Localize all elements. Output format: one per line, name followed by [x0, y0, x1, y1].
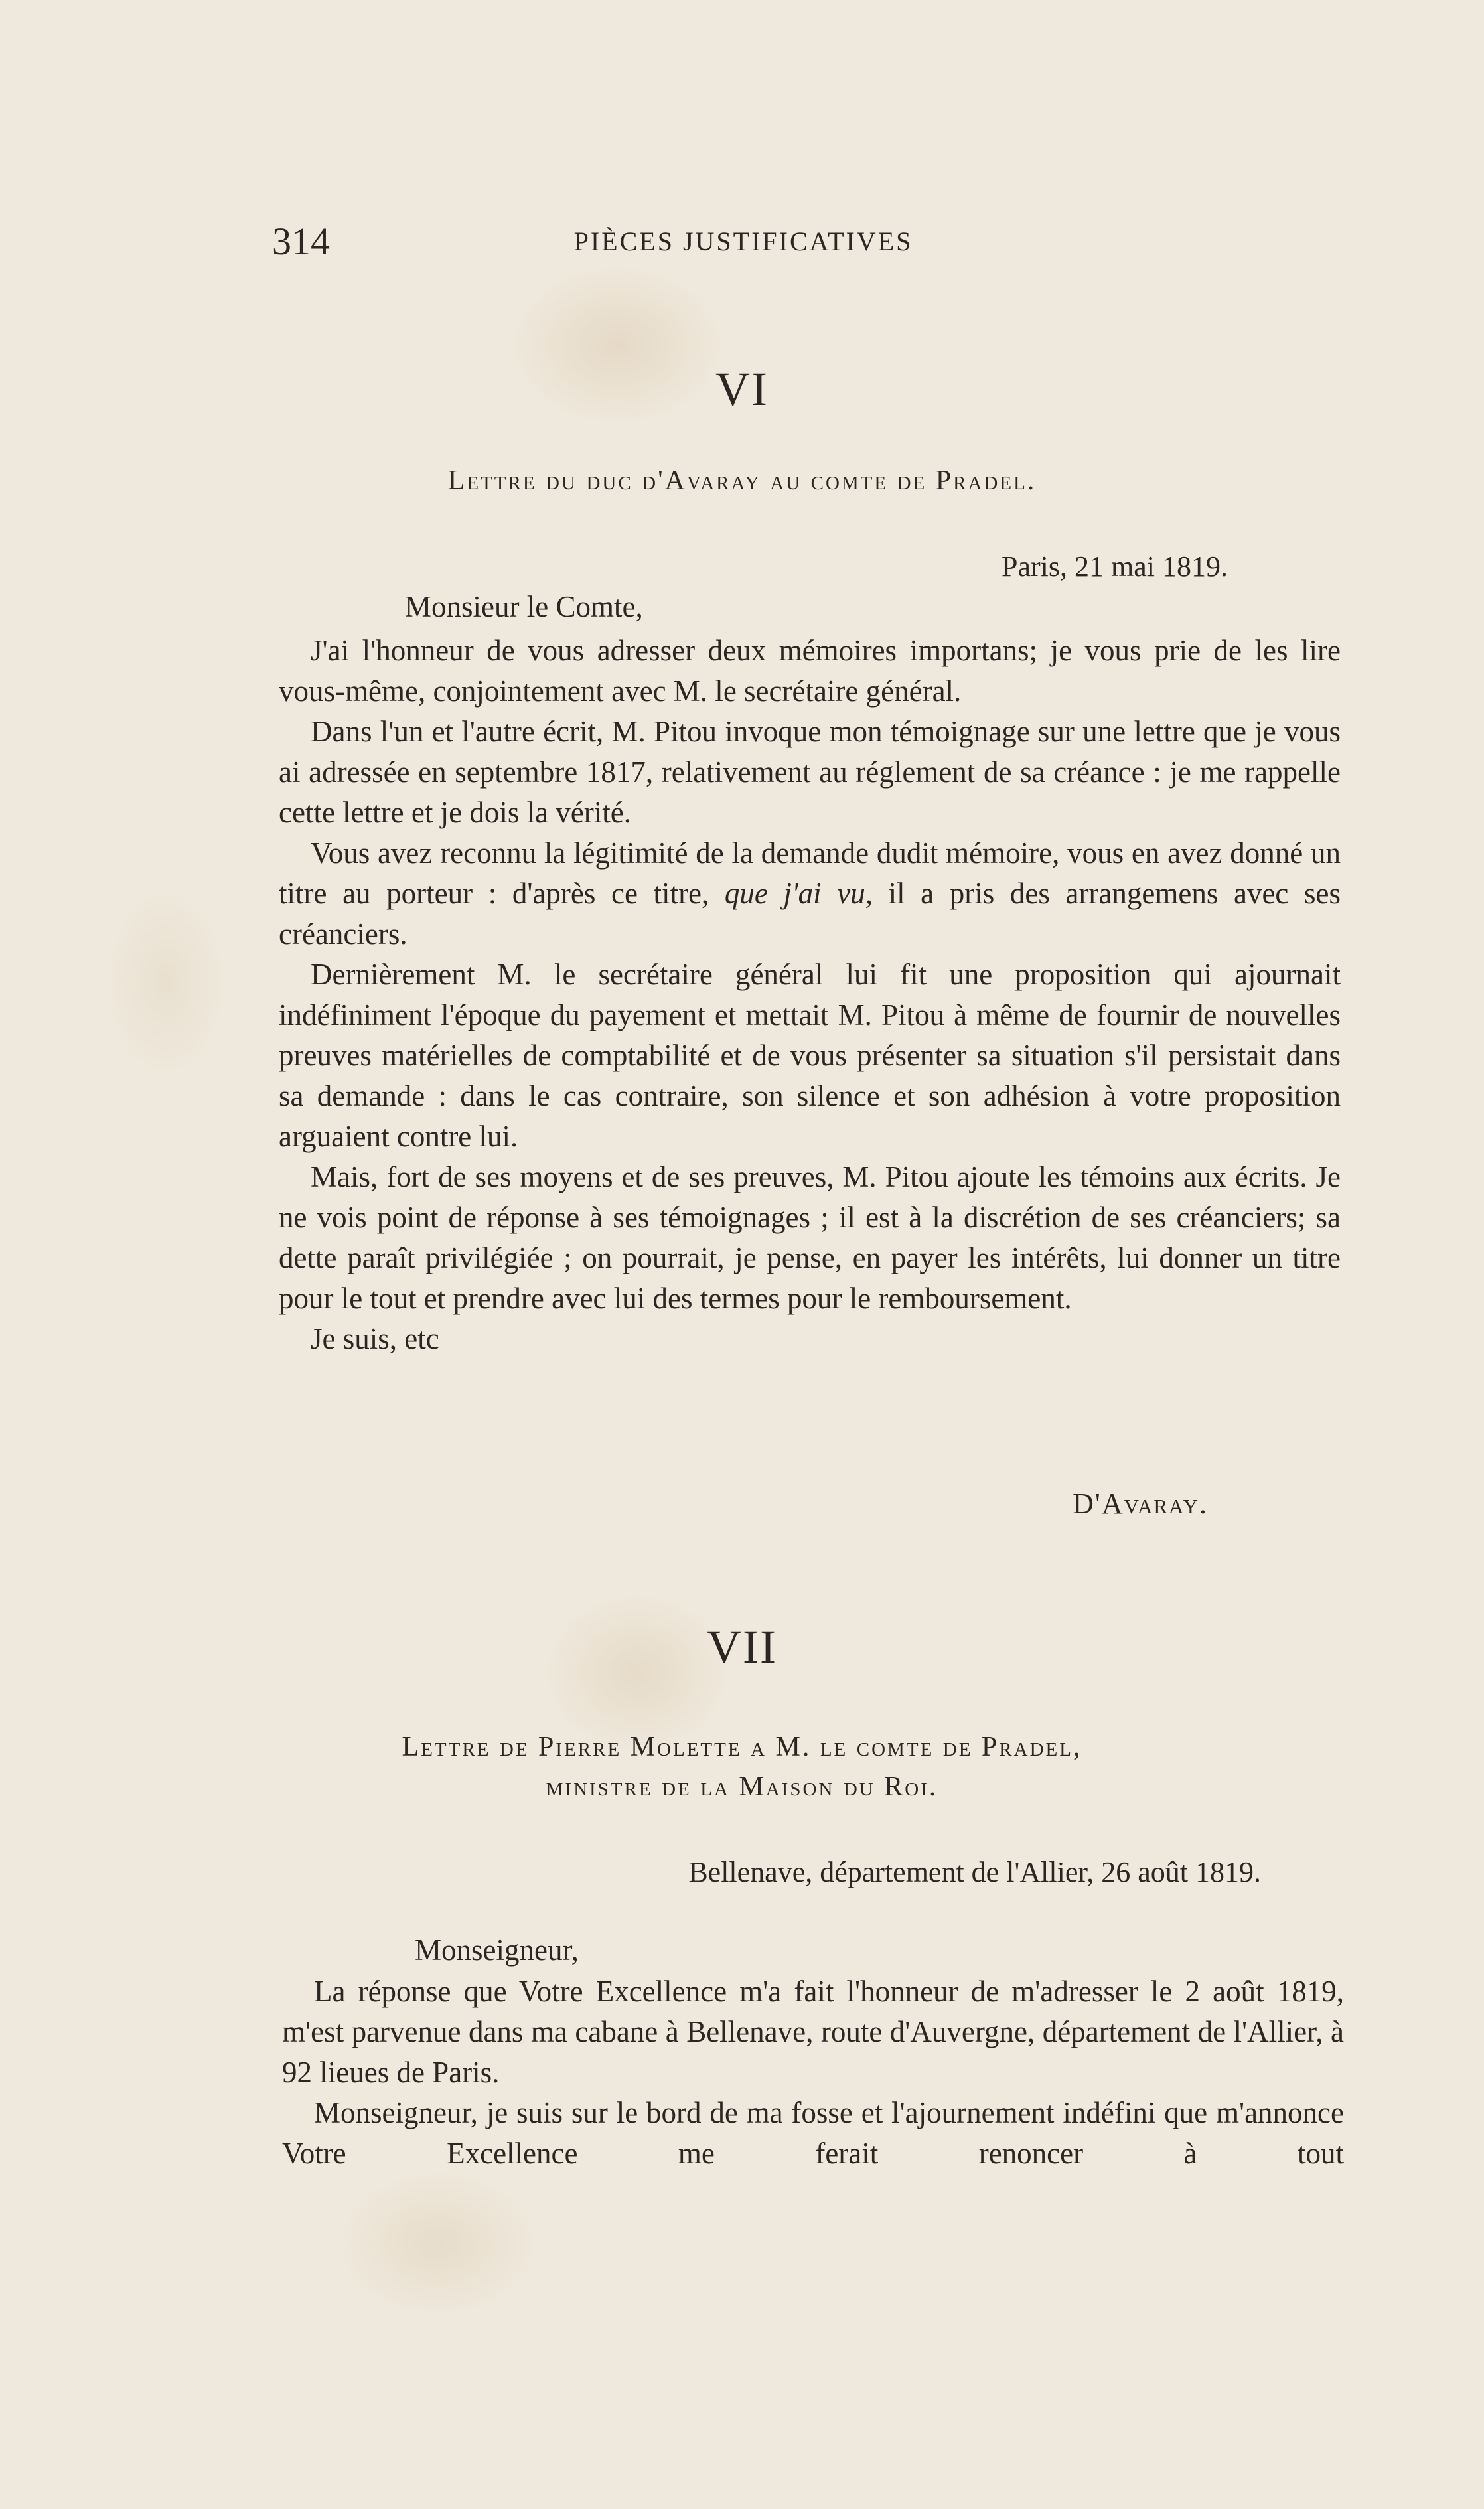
- paragraph-text: Vous avez reconnu la légitimité de la demande dudit mémoire, vous en avez donné un titre au porteur : d'après ce titre,: [279, 836, 1341, 910]
- running-head: PIÈCES JUSTIFICATIVES: [573, 226, 913, 256]
- paragraph: Monseigneur, je suis sur le bord de ma fosse et l'ajournement indéfini que m'annonce Votre Excellence me ferait renoncer à tout: [282, 2096, 1344, 2170]
- paragraph: [279, 833, 1341, 954]
- salutation-vii: Monseigneur,: [415, 1934, 579, 1967]
- paragraph: La réponse que Votre Excellence m'a fait l'honneur de m'adresser le 2 août 1819, m'est parvenue dans ma cabane à Bellenave, route d'Auvergne, département de l'Allier, à 92 lieues de Paris.: [282, 1975, 1344, 2089]
- letter-body-vii: [282, 1971, 1344, 2174]
- salutation-vi: Monsieur le Comte,: [405, 590, 643, 623]
- section-title-vi: Lettre du duc d'Avaray au comte de Pradel.: [447, 465, 1037, 496]
- dateline-vii: Bellenave, département de l'Allier, 26 août 1819.: [688, 1856, 1261, 1888]
- paragraph: Je suis, etc: [311, 1322, 439, 1355]
- paragraph: Dans l'un et l'autre écrit, M. Pitou invoque mon témoignage sur une lettre que je vous ai adressée en septembre 1817, relativement au réglement de sa créance : je me rappelle cette lettre et je dois la vérité.: [279, 715, 1341, 829]
- section-title-vii-line1: Lettre de Pierre Molette a M. le comte de Pradel,: [402, 1732, 1082, 1762]
- section-title-vii-line2: ministre de la Maison du Roi.: [546, 1772, 938, 1802]
- section-number-vii: VII: [707, 1620, 777, 1673]
- paragraph: Mais, fort de ses moyens et de ses preuves, M. Pitou ajoute les témoins aux écrits. Je ne vois point de réponse à ses témoignages ; il est à la discrétion de ses créanciers; sa dette paraît privilégiée ; on pourrait, je pense, en payer les intérêts, lui donner un titre pour le tout et prendre avec lui des termes pour le remboursement.: [279, 1160, 1341, 1315]
- page-header: [272, 219, 1215, 272]
- dateline-vi: Paris, 21 mai 1819.: [1002, 550, 1228, 583]
- italic-quote: que j'ai vu,: [724, 877, 873, 910]
- paragraph: Dernièrement M. le secrétaire général lui fit une proposition qui ajournait indéfiniment l'époque du payement et mettait M. Pitou à même de fournir de nouvelles preuves matérielles de comptabilité et de vous présenter sa situation s'il persistait dans sa demande : dans le cas contraire, son silence et son adhésion à votre proposition arguaient contre lui.: [279, 958, 1341, 1153]
- paragraph: J'ai l'honneur de vous adresser deux mémoires importans; je vous prie de les lire vous-même, conjointement avec M. le secrétaire général.: [279, 634, 1341, 708]
- paragraph-text: il a pris des arrangemens avec ses créanciers.: [279, 877, 1341, 950]
- section-number-vi: VI: [715, 362, 769, 416]
- signature-vi: D'Avaray.: [1073, 1487, 1208, 1520]
- letter-body-vi: [279, 631, 1341, 1359]
- page-number: 314: [272, 220, 330, 263]
